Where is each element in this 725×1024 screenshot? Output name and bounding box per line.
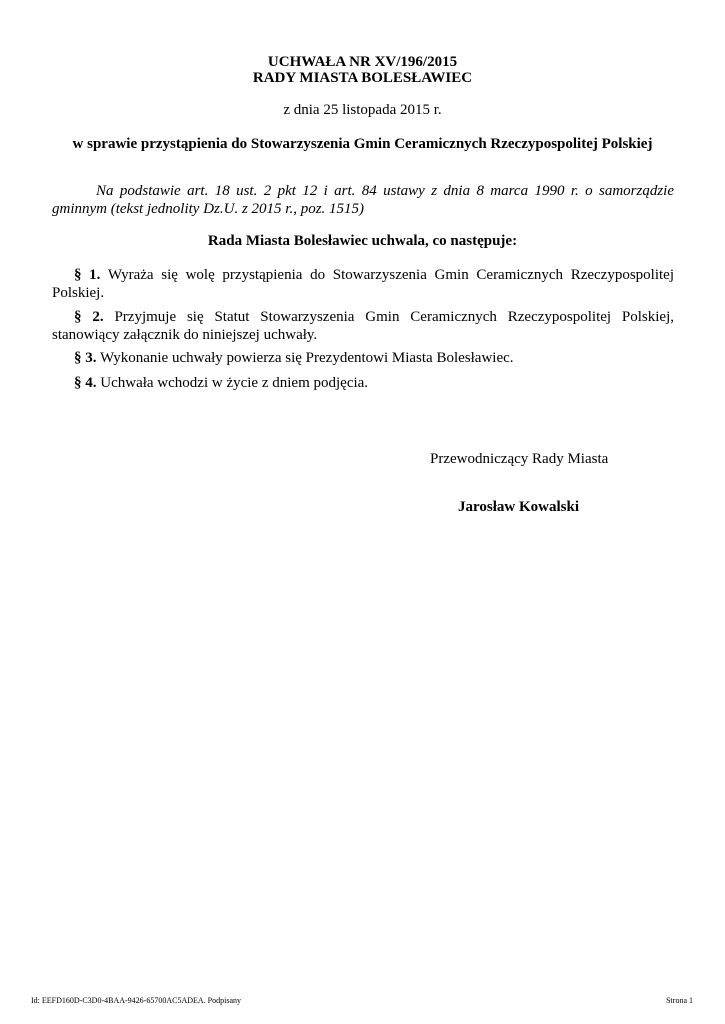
paragraph-number: § 4.: [74, 375, 97, 391]
resolution-number: UCHWAŁA NR XV/196/2015: [267, 54, 458, 70]
document-id-footer: Id: EEFD160D-C3D0-4BAA-9426-65700AC5ADEA. Podpisany: [31, 996, 241, 1005]
paragraph-text: Wykonanie uchwały powierza się Prezydentowi Miasta Bolesławiec.: [96, 350, 514, 366]
paragraph-1: [52, 266, 674, 302]
paragraph-number: § 2.: [74, 309, 104, 325]
paragraph-4: [52, 374, 674, 392]
paragraph-number: § 3.: [74, 350, 97, 366]
signature-name: Jarosław Kowalski: [458, 499, 579, 515]
paragraph-text: Uchwała wchodzi w życie z dniem podjęcia.: [96, 375, 369, 391]
paragraph-text: Wyraża się wolę przystąpienia do Stowarzyszenia Gmin Ceramicznych Rzeczypospolitej Polskiej.: [52, 267, 675, 301]
paragraph-number: § 1.: [74, 267, 101, 283]
legal-basis: Na podstawie art. 18 ust. 2 pkt 12 i art. 84 ustawy z dnia 8 marca 1990 r. o samorządzie gminnym (tekst jednolity Dz.U. z 2015 r., poz. 1515): [52, 183, 674, 217]
resolution-date: z dnia 25 listopada 2015 r.: [283, 102, 442, 118]
paragraph-2: [52, 308, 674, 344]
paragraph-3: [52, 349, 674, 367]
signature-role: Przewodniczący Rady Miasta: [430, 451, 609, 467]
resolves-heading: Rada Miasta Bolesławiec uchwala, co następuje:: [207, 233, 518, 249]
council-name: RADY MIASTA BOLESŁAWIEC: [252, 70, 473, 86]
paragraph-text: Przyjmuje się Statut Stowarzyszenia Gmin Ceramicznych Rzeczypospolitej Polskiej, stanowiący załącznik do niniejszej uchwały.: [52, 309, 675, 343]
page-number-footer: Strona 1: [666, 996, 693, 1005]
resolution-subject: w sprawie przystąpienia do Stowarzyszenia Gmin Ceramicznych Rzeczypospolitej Polskiej: [72, 136, 653, 152]
